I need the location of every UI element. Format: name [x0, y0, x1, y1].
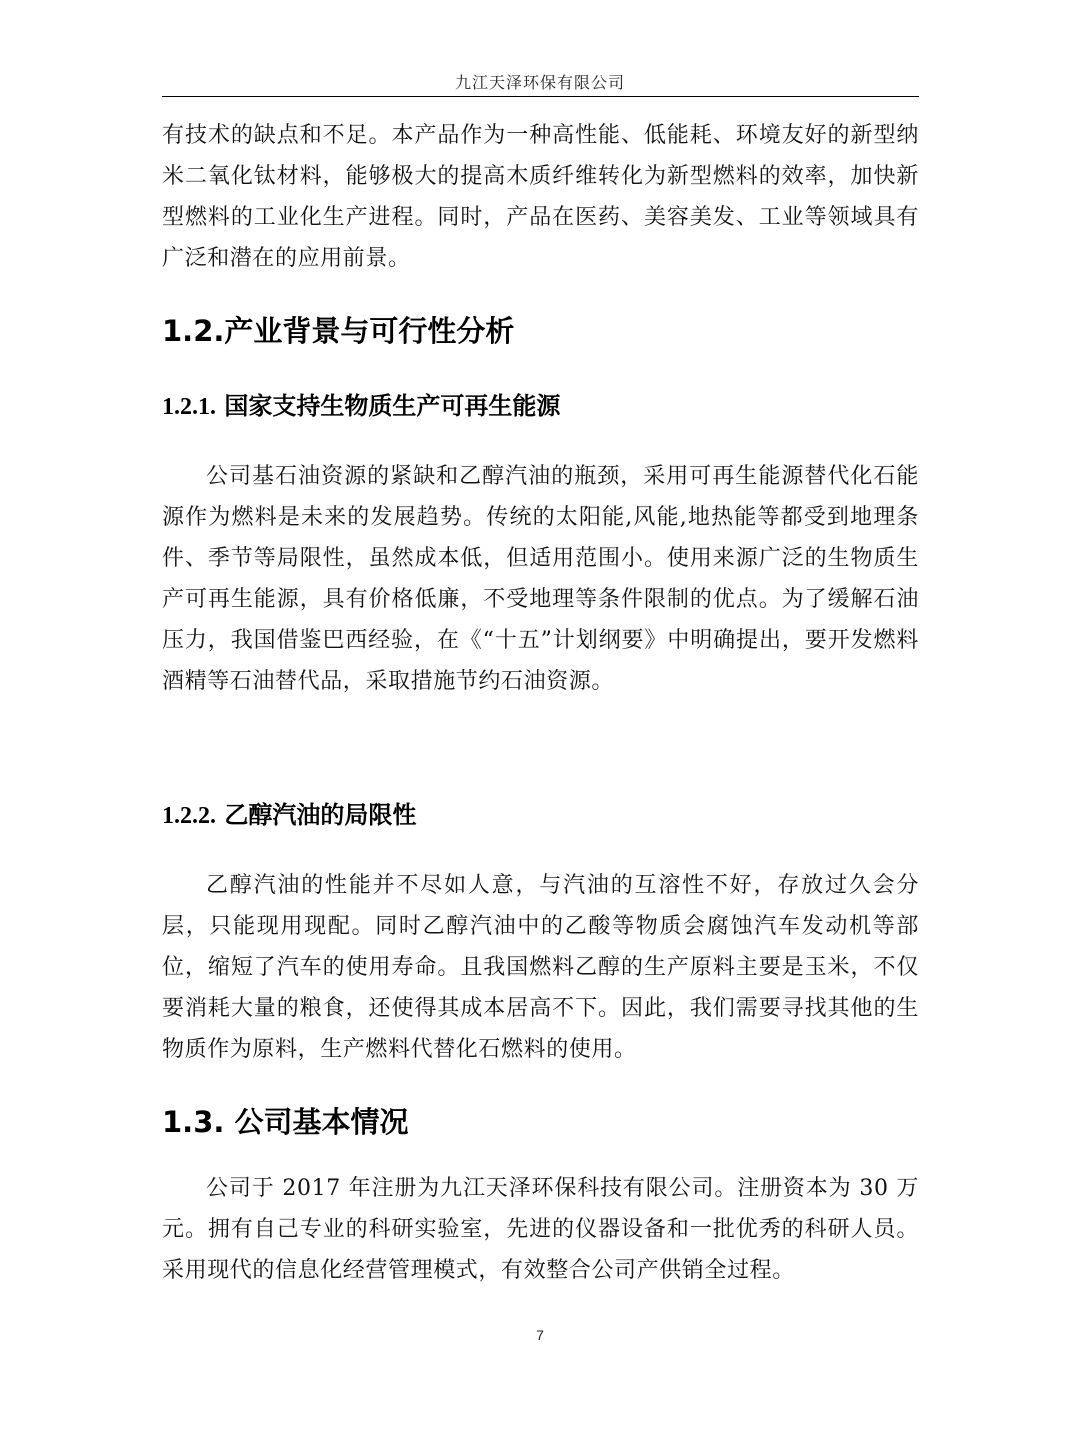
section-number: 1.2. [162, 314, 225, 348]
paragraph-1-2-1: 公司基石油资源的紧缺和乙醇汽油的瓶颈，采用可再生能源替代化石能源作为燃料是未来的发展趋势。传统的太阳能,风能,地热能等都受到地理条件、季节等局限性，虽然成本低，但适用范围小。使用来源广泛的生物质生产可再生能源，具有价格低廉，不受地理等条件限制的优点。为了缓解石油压力，我国借鉴巴西经验，在《“十五”计划纲要》中明确提出，要开发燃料酒精等石油替代品，采取措施节约石油资源。 [162, 464, 919, 694]
intro-paragraph: 有技术的缺点和不足。本产品作为一种高性能、低能耗、环境友好的新型纳米二氧化钛材料，能够极大的提高木质纤维转化为新型燃料的效率，加快新型燃料的工业化生产进程。同时，产品在医药、美容美发、工业等领域具有广泛和潜在的应用前景。 [162, 123, 919, 271]
subsection-title: 乙醇汽油的局限性 [224, 801, 417, 829]
subsection-title: 国家支持生物质生产可再生能源 [224, 392, 561, 420]
section-heading-1-2 [162, 311, 919, 351]
page-number: 7 [536, 1327, 544, 1343]
subsection-heading-1-2-1 [162, 389, 919, 424]
section-title: 产业背景与可行性分析 [224, 314, 515, 348]
subsection-heading-1-2-2 [162, 798, 919, 833]
section-heading-1-3 [162, 1102, 919, 1142]
header-divider [162, 96, 919, 97]
page-content [162, 115, 919, 1291]
section-number: 1.3. [162, 1105, 225, 1139]
subsection-number: 1.2.1. [162, 394, 216, 420]
paragraph-1-3: 公司于 2017 年注册为九江天泽环保科技有限公司。注册资本为 30 万元。拥有自己专业的科研实验室，先进的仪器设备和一批优秀的科研人员。采用现代的信息化经营管理模式，有效整合公司产供销全过程。 [162, 1176, 919, 1283]
running-header: 九江天泽环保有限公司 [454, 73, 625, 92]
section-title: 公司基本情况 [234, 1105, 409, 1139]
paragraph-1-2-2: 乙醇汽油的性能并不尽如人意，与汽油的互溶性不好，存放过久会分层，只能现用现配。同时乙醇汽油中的乙酸等物质会腐蚀汽车发动机等部位，缩短了汽车的使用寿命。且我国燃料乙醇的生产原料主要是玉米，不仅要消耗大量的粮食，还使得其成本居高不下。因此，我们需要寻找其他的生物质作为原料，生产燃料代替化石燃料的使用。 [162, 873, 919, 1062]
subsection-number: 1.2.2. [162, 803, 216, 829]
